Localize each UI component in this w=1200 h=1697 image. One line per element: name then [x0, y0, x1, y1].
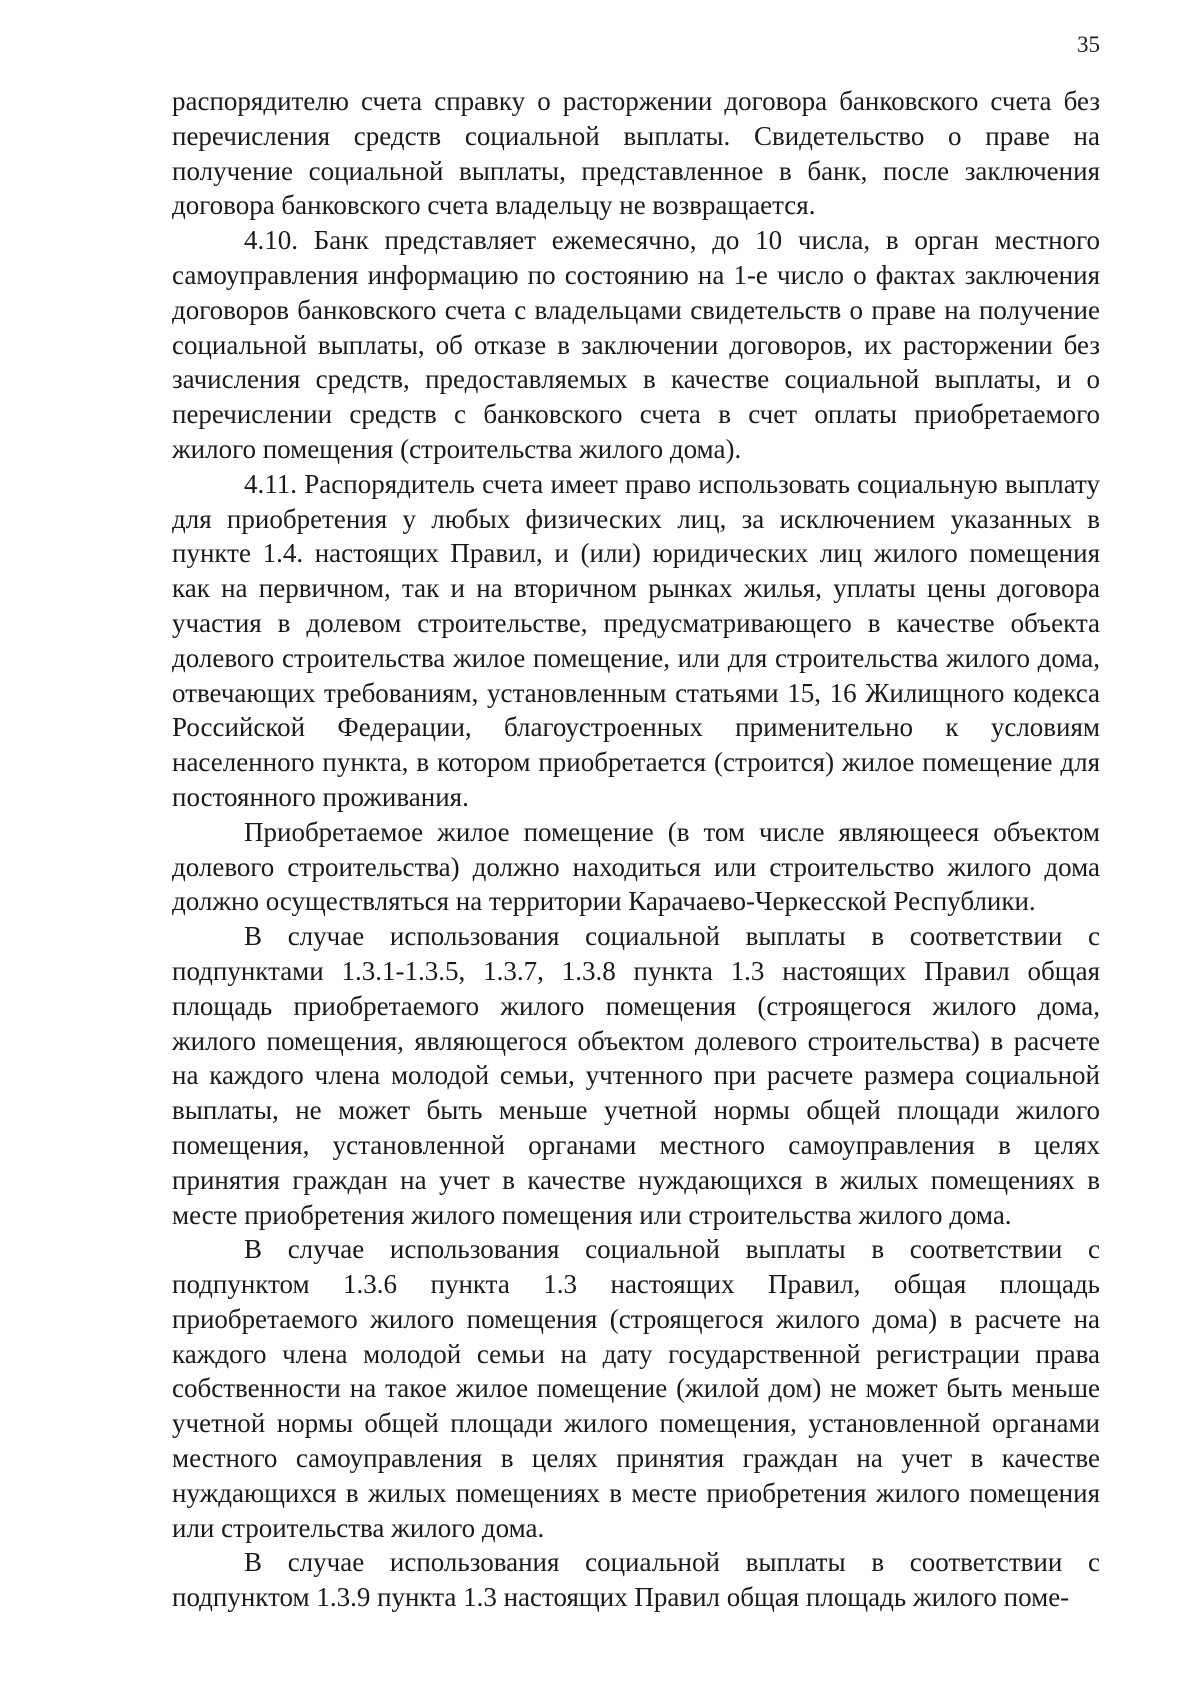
paragraph-area-1-3-9: В случае использования социальной выплаты в соответствии с подпунктом 1.3.9 пункта 1.3 настоящих Правил общая площадь жилого поме- [172, 1547, 1100, 1613]
page-number: 35 [1077, 32, 1100, 57]
paragraph-4-11: 4.11. Распорядитель счета имеет право использовать социальную выплату для приобретения у любых физических лиц, за исключением указанных в пункте 1.4. настоящих Правил, и (или) юридических лиц жилого помещения как на первичном, так и на вторичном рынках жилья, уплаты цены договора участия в долевом строительстве, предусматривающего в качестве объекта долевого строительства жилое помещение, или для строительства жилого дома, отвечающих требованиям, установленным статьями 15, 16 Жилищного кодекса Российской Федерации, благоустроенных применительно к условиям населенного пункта, в котором приобретается (строится) жилое помещение для постоянного проживания. [172, 468, 1100, 812]
paragraph-area-1-3-6: В случае использования социальной выплаты в соответствии с подпунктом 1.3.6 пункта 1.3 настоящих Правил, общая площадь приобретаемого жилого помещения (строящегося жилого дома) в расчете на каждого члена молодой семьи на дату государственной регистрации права собственности на такое жилое помещение (жилой дом) не может быть меньше учетной нормы общей площади жилого помещения, установленной органами местного самоуправления в целях принятия граждан на учет в качестве нуждающихся в жилых помещениях в месте приобретения жилого помещения или строительства жилого дома. [172, 1234, 1100, 1543]
paragraph-area-1-3-1: В случае использования социальной выплаты в соответствии с подпунктами 1.3.1-1.3.5, 1.3.7, 1.3.8 пункта 1.3 настоящих Правил общая площадь приобретаемого жилого помещения (строящегося жилого дома, жилого помещения, являющегося объектом долевого строительства) в расчете на каждого члена молодой семьи, учтенного при расчете размера социальной выплаты, не может быть меньше учетной нормы общей площади жилого помещения, установленной органами местного самоуправления в целях принятия граждан на учет в качестве нуждающихся в жилых помещениях в месте приобретения жилого помещения или строительства жилого дома. [172, 921, 1100, 1230]
paragraph-4-10: 4.10. Банк представляет ежемесячно, до 10 числа, в орган местного самоуправления информацию по состоянию на 1-е число о фактах заключения договоров банковского счета с владельцами свидетельств о праве на получение социальной выплаты, об отказе в заключении договоров, их расторжении без зачисления средств, предоставляемых в качестве социальной выплаты, и о перечислении средств с банковского счета в счет оплаты приобретаемого жилого помещения (строительства жилого дома). [172, 225, 1100, 464]
paragraph-continuation: распорядителю счета справку о расторжении договора банковского счета без перечисления средств социальной выплаты. Свидетельство о праве на получение социальной выплаты, представленное в банк, после заключения договора банковского счета владельцу не возвращается. [172, 86, 1100, 221]
paragraph-territory: Приобретаемое жилое помещение (в том числе являющееся объектом долевого строительства) должно находиться или строительство жилого дома должно осуществляться на территории Карачаево-Черкесской Республики. [172, 816, 1100, 917]
document-body [172, 84, 1100, 1615]
